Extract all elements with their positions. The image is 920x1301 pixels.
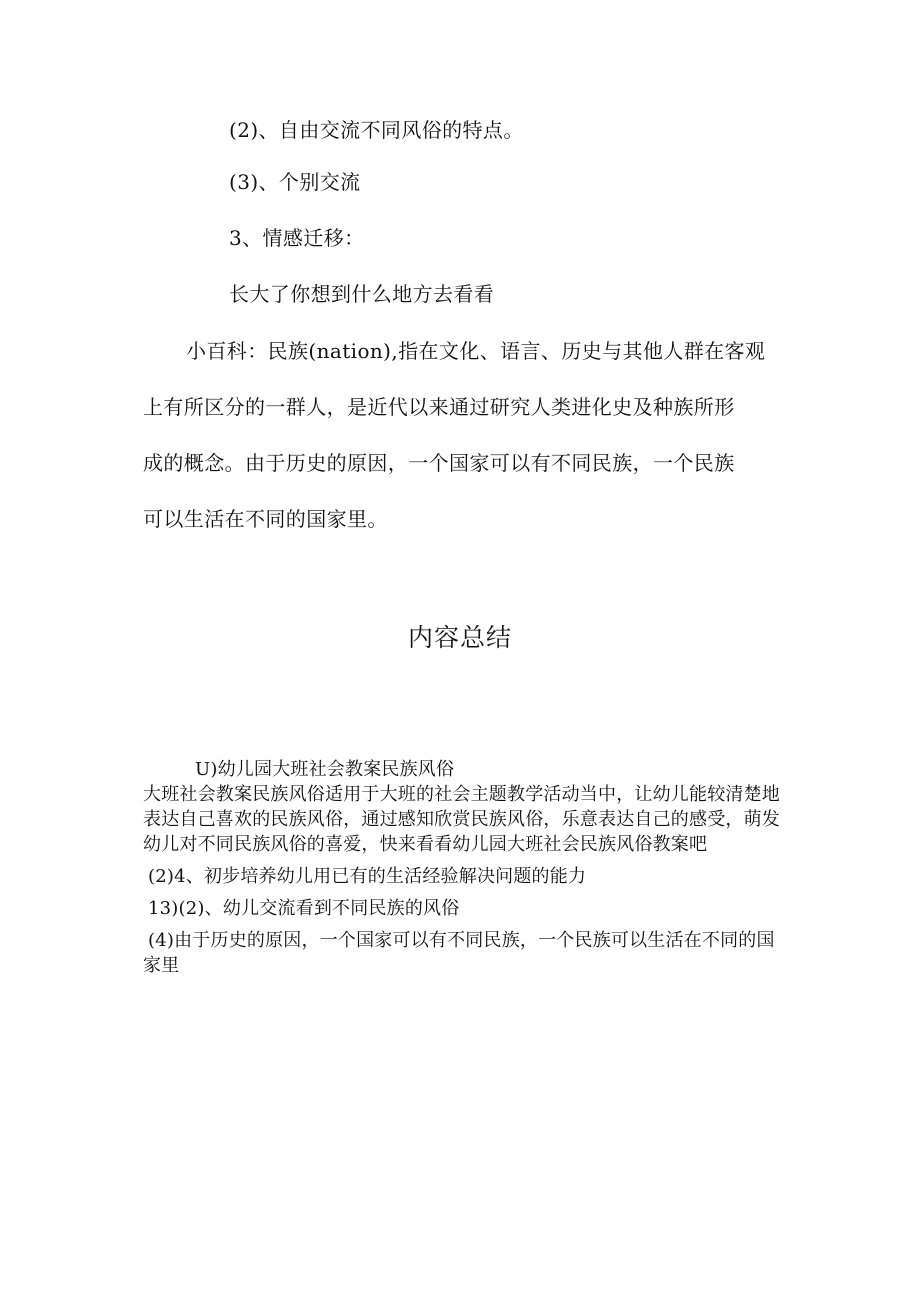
encyclopedia-line-2: 上有所区分的一群人，是近代以来通过研究人类进化史及种族所形: [143, 395, 735, 419]
emotion-transfer-heading: 3、情感迁移：: [229, 226, 365, 250]
encyclopedia-line-1: 小百科：民族(nation),指在文化、语言、历史与其他人群在客观: [186, 339, 766, 363]
step-line-2: (2)、自由交流不同风俗的特点。: [229, 118, 524, 142]
encyclopedia-line-3: 成的概念。由于历史的原因，一个国家可以有不同民族，一个民族: [143, 451, 735, 475]
summary-item-3: (4)由于历史的原因，一个国家可以有不同民族，一个民族可以生活在不同的国家里: [143, 930, 775, 976]
question-line: 长大了你想到什么地方去看看: [229, 282, 495, 306]
summary-heading: U)幼儿园大班社会教案民族风俗: [195, 759, 455, 780]
summary-intro: 大班社会教案民族风俗适用于大班的社会主题教学活动当中，让幼儿能较清楚地表达自己喜欢的民族风俗，通过感知欣赏民族风俗，乐意表达自己的感受，萌发幼儿对不同民族风俗的喜爱，快来看看幼儿园大班社会民族风俗教案吧: [143, 784, 780, 855]
summary-title: 内容总结: [407, 623, 512, 652]
step-line-3: (3)、个别交流: [229, 170, 361, 194]
summary-item-2: 13)(2)、幼儿交流看到不同民族的风俗: [148, 898, 460, 919]
summary-item-1: (2)4、初步培养幼儿用已有的生活经验解决问题的能力: [148, 866, 587, 887]
summary-block: [143, 757, 783, 978]
encyclopedia-line-4: 可以生活在不同的国家里。: [143, 507, 388, 531]
